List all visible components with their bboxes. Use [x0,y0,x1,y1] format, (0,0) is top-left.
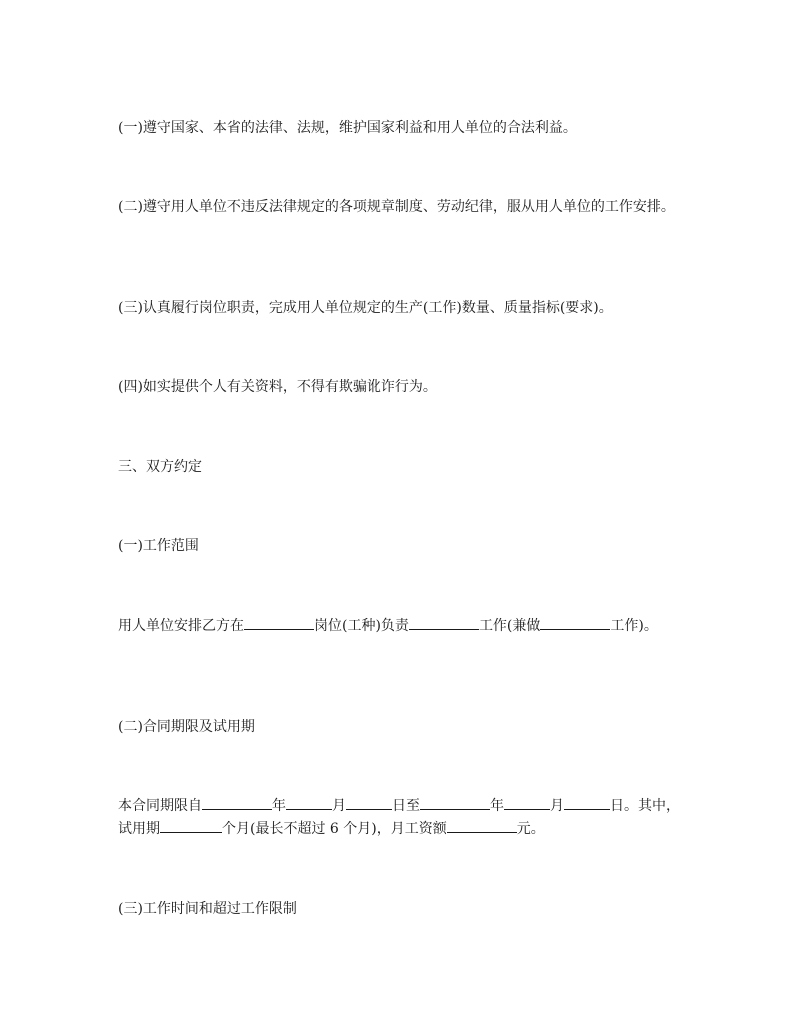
duty-blank [409,615,479,630]
scope-text-3: 工作(兼做 [478,618,541,634]
start-year-blank [202,795,272,810]
scope-text-4: 工作)。 [610,618,658,634]
day-to-label: 日至 [392,798,420,814]
month-label-2: 月 [550,798,564,814]
obligation-item-2: (二)遵守用人单位不违反法律规定的各项规章制度、劳动纪律，服从用人单位的工作安排。 [118,199,675,215]
yuan-label: 元。 [516,821,545,837]
start-month-blank [286,795,332,810]
end-month-blank [504,795,550,810]
end-day-blank [564,795,610,810]
year-label-2: 年 [490,798,504,814]
obligation-item-3: (三)认真履行岗位职责，完成用人单位规定的生产(工作)数量、质量指标(要求)。 [118,300,613,316]
subsection-heading-scope: (一)工作范围 [118,538,199,554]
scope-text-1: 用人单位安排乙方在 [118,618,244,634]
scope-paragraph [118,615,684,638]
term-text-start: 本合同期限自 [118,798,202,814]
subsection-heading-hours: (三)工作时间和超过工作限制 [118,901,297,917]
start-day-blank [346,795,392,810]
obligation-item-4: (四)如实提供个人有关资料，不得有欺骗讹诈行为。 [118,379,437,395]
additional-work-blank [540,615,610,630]
obligation-item-1: (一)遵守国家、本省的法律、法规，维护国家利益和用人单位的合法利益。 [118,120,577,136]
subsection-heading-term: (二)合同期限及试用期 [118,719,255,735]
salary-blank [447,818,517,833]
month-label-1: 月 [332,798,346,814]
probation-text: 日。其中，试用期 [118,798,680,837]
scope-text-2: 岗位(工种)负责 [314,618,409,634]
end-year-blank [420,795,490,810]
term-paragraph [118,795,684,841]
section-heading: 三、双方约定 [118,459,202,475]
salary-text: 个月(最长不超过 6 个月)，月工资额 [222,821,447,837]
year-label-1: 年 [272,798,286,814]
probation-months-blank [160,818,222,833]
position-blank [244,615,314,630]
